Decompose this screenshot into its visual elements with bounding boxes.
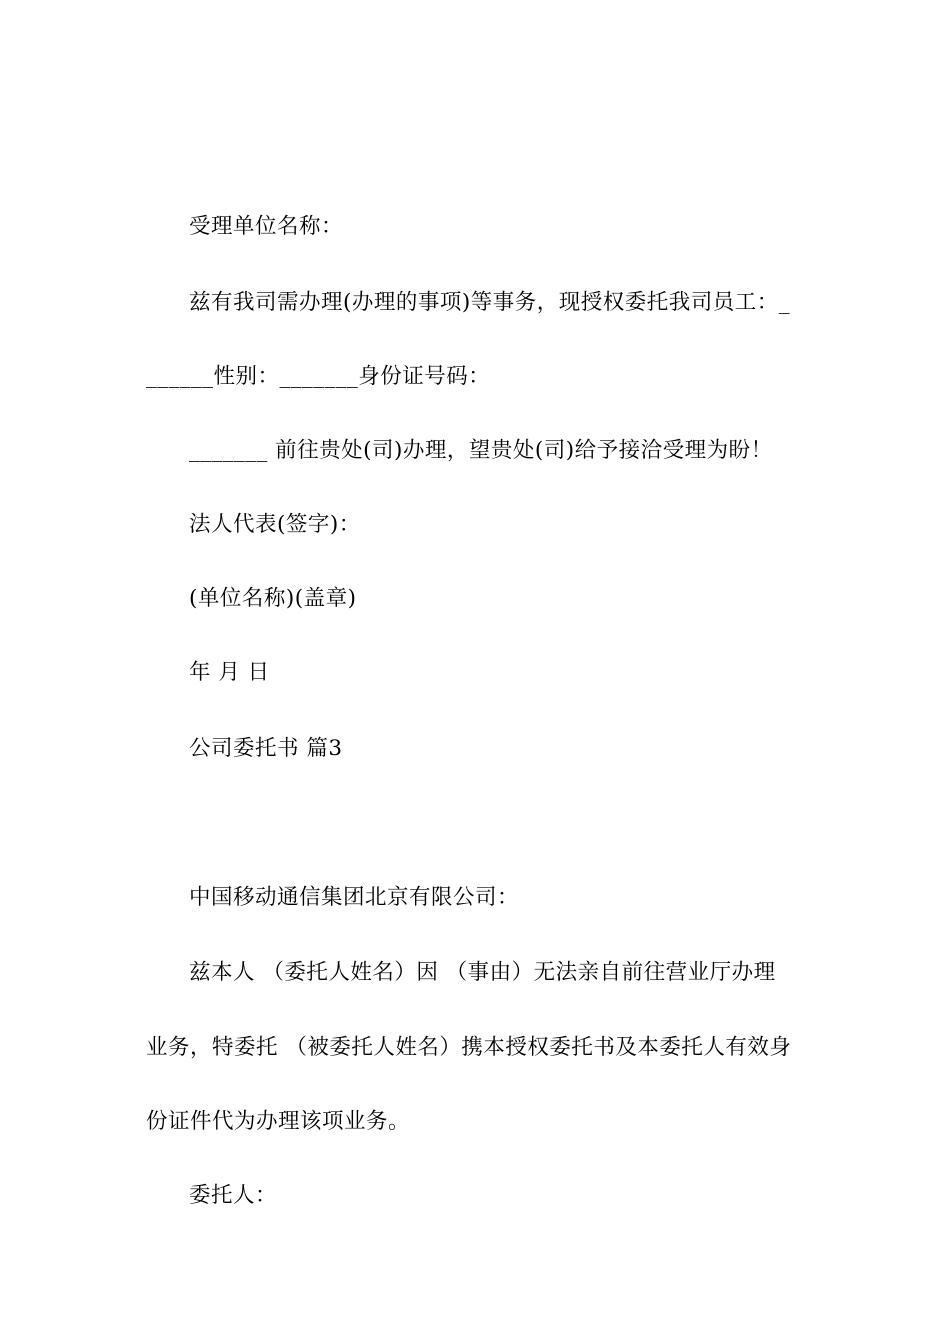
delegation-paragraph-line-2: 业务，特委托 （被委托人姓名）携本授权委托书及本委托人有效身 (146, 1035, 792, 1060)
legal-representative-signature-line: 法人代表(签字)： (189, 512, 361, 537)
unit-seal-line: (单位名称)(盖章) (189, 586, 357, 611)
addressee-line: 中国移动通信集团北京有限公司： (189, 885, 520, 910)
delegation-paragraph-line-3: 份证件代为办理该项业务。 (146, 1109, 411, 1134)
authorization-paragraph-line-1: 兹有我司需办理(办理的事项)等事务，现授权委托我司员工：_ (189, 290, 791, 315)
principal-line: 委托人： (189, 1183, 278, 1208)
date-line: 年 月 日 (189, 660, 270, 685)
delegation-paragraph-line-1: 兹本人 （委托人姓名）因 （事由）无法亲自前往营业厅办理 (189, 960, 776, 985)
authorization-paragraph-line-2: ______性别：_______身份证号码： (146, 364, 491, 389)
recipient-unit-line: 受理单位名称： (189, 214, 344, 239)
section-heading: 公司委托书 篇3 (189, 736, 343, 761)
authorization-paragraph-line-3: _______ 前往贵处(司)办理，望贵处(司)给予接洽受理为盼！ (189, 438, 773, 463)
